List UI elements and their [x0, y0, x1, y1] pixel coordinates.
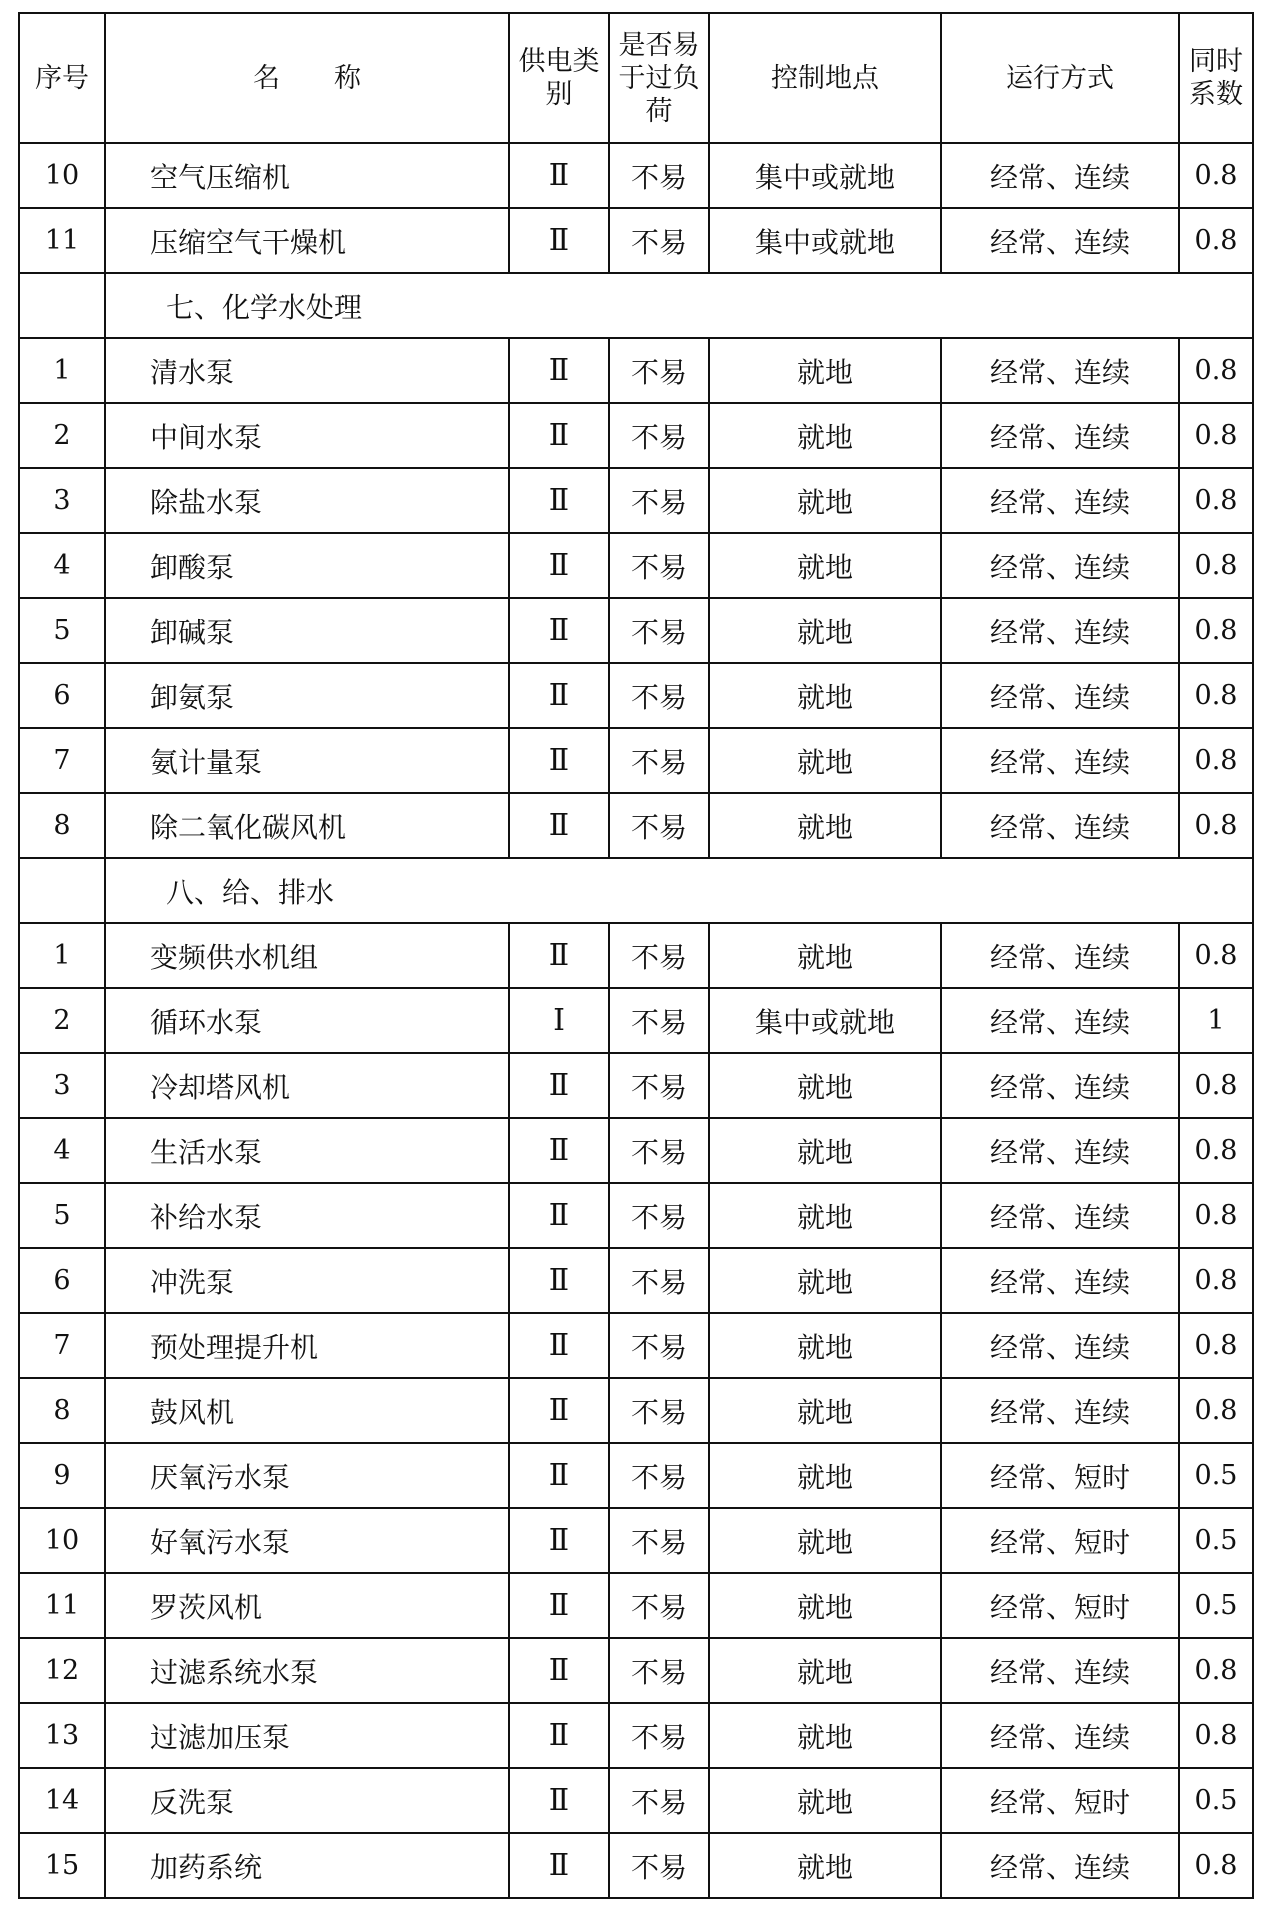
cell-simultaneity-coef: 0.8 — [1179, 1118, 1253, 1183]
header-simultaneity-coef: 同时系数 — [1179, 13, 1253, 143]
cell-supply-class: Ⅱ — [509, 1118, 609, 1183]
cell-supply-class: Ⅱ — [509, 728, 609, 793]
cell-overload: 不易 — [609, 468, 709, 533]
cell-seq: 12 — [19, 1638, 105, 1703]
cell-operation-mode: 经常、连续 — [941, 1833, 1179, 1898]
cell-simultaneity-coef: 0.8 — [1179, 1833, 1253, 1898]
cell-supply-class: Ⅱ — [509, 468, 609, 533]
cell-control-location: 就地 — [709, 1443, 941, 1508]
cell-simultaneity-coef: 0.8 — [1179, 1638, 1253, 1703]
section-seq-cell — [19, 273, 105, 338]
cell-supply-class: Ⅱ — [509, 793, 609, 858]
cell-supply-class: Ⅱ — [509, 1248, 609, 1313]
cell-overload: 不易 — [609, 533, 709, 598]
cell-overload: 不易 — [609, 1118, 709, 1183]
cell-name: 补给水泵 — [105, 1183, 509, 1248]
cell-seq: 6 — [19, 1248, 105, 1313]
cell-control-location: 就地 — [709, 1118, 941, 1183]
cell-control-location: 就地 — [709, 923, 941, 988]
cell-operation-mode: 经常、连续 — [941, 1638, 1179, 1703]
cell-supply-class: Ⅱ — [509, 1183, 609, 1248]
cell-control-location: 集中或就地 — [709, 988, 941, 1053]
cell-simultaneity-coef: 0.8 — [1179, 923, 1253, 988]
cell-seq: 4 — [19, 533, 105, 598]
cell-name: 压缩空气干燥机 — [105, 208, 509, 273]
section-title: 七、化学水处理 — [105, 273, 1253, 338]
cell-control-location: 就地 — [709, 793, 941, 858]
cell-operation-mode: 经常、连续 — [941, 1053, 1179, 1118]
section-title: 八、给、排水 — [105, 858, 1253, 923]
table-row — [19, 988, 1253, 1053]
cell-control-location: 就地 — [709, 1833, 941, 1898]
cell-name: 中间水泵 — [105, 403, 509, 468]
cell-seq: 14 — [19, 1768, 105, 1833]
cell-simultaneity-coef: 0.8 — [1179, 143, 1253, 208]
cell-operation-mode: 经常、连续 — [941, 468, 1179, 533]
table-row — [19, 1508, 1253, 1573]
cell-supply-class: Ⅱ — [509, 1378, 609, 1443]
cell-overload: 不易 — [609, 1248, 709, 1313]
cell-name: 冷却塔风机 — [105, 1053, 509, 1118]
table-row — [19, 1833, 1253, 1898]
cell-supply-class: Ⅱ — [509, 663, 609, 728]
cell-operation-mode: 经常、连续 — [941, 1313, 1179, 1378]
cell-overload: 不易 — [609, 1183, 709, 1248]
cell-seq: 4 — [19, 1118, 105, 1183]
cell-seq: 9 — [19, 1443, 105, 1508]
table-row — [19, 208, 1253, 273]
cell-name: 除盐水泵 — [105, 468, 509, 533]
cell-name: 反洗泵 — [105, 1768, 509, 1833]
cell-name: 鼓风机 — [105, 1378, 509, 1443]
cell-overload: 不易 — [609, 1768, 709, 1833]
cell-seq: 3 — [19, 468, 105, 533]
cell-simultaneity-coef: 0.5 — [1179, 1508, 1253, 1573]
cell-operation-mode: 经常、短时 — [941, 1508, 1179, 1573]
cell-operation-mode: 经常、连续 — [941, 663, 1179, 728]
cell-control-location: 就地 — [709, 1053, 941, 1118]
cell-control-location: 就地 — [709, 533, 941, 598]
cell-control-location: 就地 — [709, 663, 941, 728]
header-name: 名 称 — [105, 13, 509, 143]
cell-operation-mode: 经常、连续 — [941, 533, 1179, 598]
table-row — [19, 1183, 1253, 1248]
cell-overload: 不易 — [609, 1053, 709, 1118]
cell-supply-class: Ⅱ — [509, 1573, 609, 1638]
cell-operation-mode: 经常、连续 — [941, 1248, 1179, 1313]
cell-overload: 不易 — [609, 1573, 709, 1638]
header-seq: 序号 — [19, 13, 105, 143]
table-row — [19, 663, 1253, 728]
cell-seq: 2 — [19, 403, 105, 468]
table-row — [19, 793, 1253, 858]
cell-control-location: 就地 — [709, 1183, 941, 1248]
cell-supply-class: Ⅱ — [509, 923, 609, 988]
cell-control-location: 就地 — [709, 1508, 941, 1573]
cell-seq: 1 — [19, 923, 105, 988]
cell-simultaneity-coef: 0.8 — [1179, 1183, 1253, 1248]
cell-operation-mode: 经常、连续 — [941, 598, 1179, 663]
table-row — [19, 143, 1253, 208]
cell-seq: 15 — [19, 1833, 105, 1898]
cell-name: 卸碱泵 — [105, 598, 509, 663]
cell-seq: 8 — [19, 1378, 105, 1443]
cell-simultaneity-coef: 0.8 — [1179, 1378, 1253, 1443]
cell-name: 卸氨泵 — [105, 663, 509, 728]
cell-seq: 7 — [19, 1313, 105, 1378]
cell-operation-mode: 经常、连续 — [941, 1183, 1179, 1248]
cell-overload: 不易 — [609, 403, 709, 468]
cell-simultaneity-coef: 0.5 — [1179, 1443, 1253, 1508]
cell-control-location: 就地 — [709, 1378, 941, 1443]
cell-control-location: 就地 — [709, 338, 941, 403]
section-seq-cell — [19, 858, 105, 923]
cell-seq: 10 — [19, 1508, 105, 1573]
cell-name: 除二氧化碳风机 — [105, 793, 509, 858]
cell-control-location: 就地 — [709, 1313, 941, 1378]
cell-seq: 10 — [19, 143, 105, 208]
cell-seq: 3 — [19, 1053, 105, 1118]
cell-name: 生活水泵 — [105, 1118, 509, 1183]
cell-name: 卸酸泵 — [105, 533, 509, 598]
cell-operation-mode: 经常、短时 — [941, 1443, 1179, 1508]
cell-operation-mode: 经常、连续 — [941, 143, 1179, 208]
cell-simultaneity-coef: 0.8 — [1179, 728, 1253, 793]
cell-name: 过滤加压泵 — [105, 1703, 509, 1768]
equipment-load-table — [18, 12, 1254, 1899]
table-row — [19, 728, 1253, 793]
cell-name: 预处理提升机 — [105, 1313, 509, 1378]
cell-name: 氨计量泵 — [105, 728, 509, 793]
cell-supply-class: Ⅱ — [509, 1768, 609, 1833]
cell-name: 变频供水机组 — [105, 923, 509, 988]
cell-overload: 不易 — [609, 1833, 709, 1898]
cell-overload: 不易 — [609, 1378, 709, 1443]
cell-overload: 不易 — [609, 1638, 709, 1703]
header-control-location: 控制地点 — [709, 13, 941, 143]
cell-simultaneity-coef: 0.8 — [1179, 663, 1253, 728]
cell-seq: 11 — [19, 1573, 105, 1638]
cell-supply-class: Ⅱ — [509, 598, 609, 663]
table-row — [19, 1638, 1253, 1703]
cell-simultaneity-coef: 0.5 — [1179, 1573, 1253, 1638]
cell-simultaneity-coef: 0.8 — [1179, 1248, 1253, 1313]
cell-simultaneity-coef: 1 — [1179, 988, 1253, 1053]
table-row — [19, 923, 1253, 988]
cell-overload: 不易 — [609, 1508, 709, 1573]
cell-control-location: 就地 — [709, 598, 941, 663]
cell-name: 循环水泵 — [105, 988, 509, 1053]
table-row — [19, 1378, 1253, 1443]
cell-control-location: 就地 — [709, 1768, 941, 1833]
cell-simultaneity-coef: 0.8 — [1179, 208, 1253, 273]
cell-control-location: 集中或就地 — [709, 143, 941, 208]
table-row — [19, 598, 1253, 663]
cell-operation-mode: 经常、连续 — [941, 403, 1179, 468]
cell-seq: 2 — [19, 988, 105, 1053]
cell-operation-mode: 经常、连续 — [941, 728, 1179, 793]
cell-operation-mode: 经常、连续 — [941, 793, 1179, 858]
cell-simultaneity-coef: 0.8 — [1179, 1703, 1253, 1768]
cell-simultaneity-coef: 0.8 — [1179, 598, 1253, 663]
cell-supply-class: Ⅱ — [509, 1313, 609, 1378]
cell-seq: 7 — [19, 728, 105, 793]
cell-simultaneity-coef: 0.8 — [1179, 533, 1253, 598]
cell-supply-class: Ⅱ — [509, 533, 609, 598]
cell-simultaneity-coef: 0.8 — [1179, 1313, 1253, 1378]
header-overload: 是否易于过负荷 — [609, 13, 709, 143]
cell-simultaneity-coef: 0.8 — [1179, 793, 1253, 858]
cell-overload: 不易 — [609, 1443, 709, 1508]
cell-overload: 不易 — [609, 923, 709, 988]
cell-control-location: 就地 — [709, 728, 941, 793]
cell-control-location: 就地 — [709, 468, 941, 533]
table-row — [19, 1313, 1253, 1378]
cell-overload: 不易 — [609, 598, 709, 663]
section-row — [19, 273, 1253, 338]
cell-overload: 不易 — [609, 793, 709, 858]
cell-name: 罗茨风机 — [105, 1573, 509, 1638]
table-body — [19, 143, 1253, 1898]
cell-supply-class: Ⅱ — [509, 1053, 609, 1118]
cell-seq: 6 — [19, 663, 105, 728]
cell-seq: 11 — [19, 208, 105, 273]
cell-overload: 不易 — [609, 208, 709, 273]
table-row — [19, 533, 1253, 598]
cell-overload: 不易 — [609, 338, 709, 403]
cell-simultaneity-coef: 0.8 — [1179, 468, 1253, 533]
cell-control-location: 集中或就地 — [709, 208, 941, 273]
cell-supply-class: Ⅱ — [509, 143, 609, 208]
cell-control-location: 就地 — [709, 1248, 941, 1313]
cell-name: 厌氧污水泵 — [105, 1443, 509, 1508]
cell-name: 清水泵 — [105, 338, 509, 403]
cell-supply-class: Ⅱ — [509, 1443, 609, 1508]
table-row — [19, 1118, 1253, 1183]
cell-seq: 13 — [19, 1703, 105, 1768]
table-row — [19, 1053, 1253, 1118]
table-row — [19, 1703, 1253, 1768]
table-row — [19, 403, 1253, 468]
cell-overload: 不易 — [609, 663, 709, 728]
cell-overload: 不易 — [609, 143, 709, 208]
cell-name: 加药系统 — [105, 1833, 509, 1898]
cell-operation-mode: 经常、连续 — [941, 1118, 1179, 1183]
cell-operation-mode: 经常、短时 — [941, 1768, 1179, 1833]
table-row — [19, 1443, 1253, 1508]
cell-name: 冲洗泵 — [105, 1248, 509, 1313]
cell-supply-class: Ⅱ — [509, 1508, 609, 1573]
cell-seq: 5 — [19, 598, 105, 663]
cell-name: 空气压缩机 — [105, 143, 509, 208]
cell-simultaneity-coef: 0.5 — [1179, 1768, 1253, 1833]
cell-seq: 1 — [19, 338, 105, 403]
cell-control-location: 就地 — [709, 1703, 941, 1768]
cell-operation-mode: 经常、连续 — [941, 338, 1179, 403]
table-row — [19, 338, 1253, 403]
cell-seq: 5 — [19, 1183, 105, 1248]
table-row — [19, 1573, 1253, 1638]
cell-operation-mode: 经常、连续 — [941, 923, 1179, 988]
cell-operation-mode: 经常、连续 — [941, 1378, 1179, 1443]
cell-operation-mode: 经常、短时 — [941, 1573, 1179, 1638]
cell-supply-class: Ⅰ — [509, 988, 609, 1053]
cell-overload: 不易 — [609, 1703, 709, 1768]
cell-operation-mode: 经常、连续 — [941, 1703, 1179, 1768]
table-row — [19, 1248, 1253, 1313]
cell-overload: 不易 — [609, 988, 709, 1053]
cell-name: 好氧污水泵 — [105, 1508, 509, 1573]
header-supply-class: 供电类别 — [509, 13, 609, 143]
cell-control-location: 就地 — [709, 403, 941, 468]
cell-simultaneity-coef: 0.8 — [1179, 403, 1253, 468]
cell-control-location: 就地 — [709, 1573, 941, 1638]
cell-supply-class: Ⅱ — [509, 1638, 609, 1703]
cell-simultaneity-coef: 0.8 — [1179, 1053, 1253, 1118]
cell-supply-class: Ⅱ — [509, 403, 609, 468]
cell-supply-class: Ⅱ — [509, 208, 609, 273]
document-page — [18, 12, 1252, 1899]
table-row — [19, 1768, 1253, 1833]
cell-name: 过滤系统水泵 — [105, 1638, 509, 1703]
cell-supply-class: Ⅱ — [509, 1833, 609, 1898]
cell-supply-class: Ⅱ — [509, 1703, 609, 1768]
table-header-row — [19, 13, 1253, 143]
header-operation-mode: 运行方式 — [941, 13, 1179, 143]
cell-seq: 8 — [19, 793, 105, 858]
cell-control-location: 就地 — [709, 1638, 941, 1703]
table-row — [19, 468, 1253, 533]
cell-operation-mode: 经常、连续 — [941, 208, 1179, 273]
cell-overload: 不易 — [609, 728, 709, 793]
cell-supply-class: Ⅱ — [509, 338, 609, 403]
cell-overload: 不易 — [609, 1313, 709, 1378]
cell-operation-mode: 经常、连续 — [941, 988, 1179, 1053]
section-row — [19, 858, 1253, 923]
cell-simultaneity-coef: 0.8 — [1179, 338, 1253, 403]
